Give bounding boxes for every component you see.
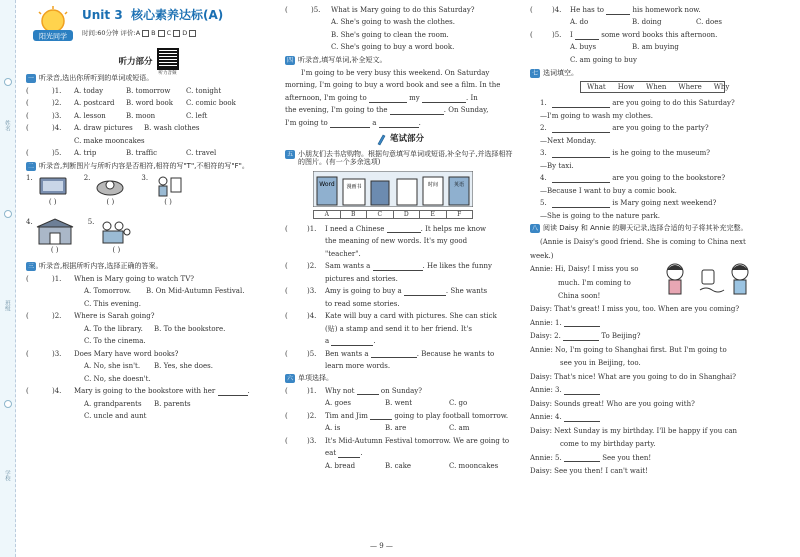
chat-line: Daisy: 2. To Beijing? <box>530 332 641 340</box>
question-text: When is Mary going to watch TV? <box>74 274 195 283</box>
girls-chatting-icon <box>660 260 760 298</box>
section-instruction: 小朋友们去书店购物。根据句意填写单词或短语,补全句子,并选择相符的图片。(有一个多余选项) <box>298 149 513 167</box>
answer-blank[interactable] <box>563 333 599 341</box>
question-text: Where is Sarah going? <box>74 312 155 321</box>
answer-blank[interactable] <box>552 200 610 208</box>
chat-annie-greeting: Annie: Hi, Daisy! I miss you so much. I'm coming to China soon! <box>530 260 792 300</box>
bookshelf-picture <box>313 171 473 219</box>
question-row: 5. is Mary going next weekend? <box>540 199 717 207</box>
question-row: ( )3. A. lesson B. moon C. left <box>26 111 208 120</box>
grade-box[interactable] <box>173 30 180 37</box>
option-a[interactable]: A. goes <box>325 399 351 407</box>
question-row: 4. are you going to the bookstore? <box>540 174 726 182</box>
shelf-label: D <box>394 210 421 219</box>
question-row: ( )5. A. trip B. traffic C. travel <box>26 149 217 158</box>
options-row <box>26 359 271 372</box>
section-7-heading <box>530 69 792 78</box>
passage-line: morning, I'm going to buy a word book and see a film. In the <box>285 81 501 90</box>
option-c[interactable]: C. left <box>186 111 208 120</box>
section-instruction: 阅读 Daisy 和 Annie 的聊天记录,选择合适的句子将其补充完整。 <box>543 224 748 233</box>
column-left <box>26 0 271 545</box>
option-a[interactable]: A. is <box>325 424 341 432</box>
answer-blank[interactable] <box>404 288 446 296</box>
question-continuation: learn more words. <box>325 362 391 370</box>
chat-line: Daisy: That's nice! What are you going to do in Shanghai? <box>530 372 737 381</box>
section-instruction: 听录音,判断图片与所听内容是否相符,相符的写"T",不相符的写"F"。 <box>39 162 249 170</box>
section-badge: 八 <box>531 225 538 233</box>
option-c[interactable]: C. She's going to buy a word book. <box>331 43 455 52</box>
answer-blank[interactable] <box>552 150 610 158</box>
page-number: — 9 — <box>370 542 393 550</box>
word-option: Why <box>713 82 730 91</box>
passage-line: I'm going to a . <box>285 118 421 127</box>
question-row: ( )5. I some word books this afternoon. <box>530 30 718 39</box>
question-row: 3. is he going to the museum? <box>540 149 711 157</box>
word-option: Where <box>678 82 702 91</box>
book-picture-icon <box>36 174 70 198</box>
section-badge: 四 <box>286 57 293 64</box>
chat-intro: (Annie is Daisy's good friend. She is coming to China next <box>540 238 746 246</box>
shelf-label: C <box>367 210 394 219</box>
girl-drawing-picture-icon <box>151 174 185 198</box>
option-a[interactable]: A. do <box>570 18 589 27</box>
shelf-label: F <box>447 210 474 219</box>
answer-row: —She is going to the nature park. <box>540 211 661 220</box>
chat-line: Annie: No, I'm going to Shanghai first. But I'm going to <box>530 345 727 354</box>
question-row: ( )4. Kate will buy a card with pictures. She can stick <box>285 312 497 320</box>
option-a[interactable]: A. postcard <box>74 99 115 108</box>
answer-blank[interactable] <box>552 100 610 108</box>
question-row: ( )1. Why not on Sunday? <box>285 386 423 395</box>
option-a[interactable]: A. draw pictures <box>74 124 133 133</box>
question-row: ( )4. A. draw pictures B. wash clothes <box>26 124 200 133</box>
answer-blank[interactable] <box>564 319 600 327</box>
section-1-heading <box>26 74 271 83</box>
option-b[interactable]: B. are <box>385 424 407 432</box>
question-text: Does Mary have word books? <box>74 349 179 358</box>
answer-blank[interactable] <box>371 350 417 358</box>
question-continuation: (贴) a stamp and send it to her friend. It's <box>325 324 472 333</box>
option-b[interactable]: B. Yes, she does. <box>154 362 213 371</box>
option-a[interactable]: A. No, she isn't. <box>84 362 141 371</box>
question-row: 2. are you going to the party? <box>540 124 709 132</box>
binding-hole <box>4 400 12 408</box>
book-label-word: Word <box>319 181 335 188</box>
option-b[interactable]: B. word book <box>126 99 174 108</box>
option-c[interactable]: C. am <box>449 424 470 432</box>
option-a[interactable]: A. trip <box>74 149 97 158</box>
chat-line: Daisy: Sounds great! Who are you going with? <box>530 399 695 408</box>
sun-logo-icon <box>30 6 76 44</box>
bookstore-picture-icon <box>36 218 74 246</box>
options-row <box>285 395 515 408</box>
section-3-heading <box>26 262 271 271</box>
answer-blank[interactable] <box>564 454 600 462</box>
option-b[interactable]: B. To the bookstore. <box>154 324 226 333</box>
chat-line: Annie: 3. <box>530 381 792 395</box>
unit-label: Unit 3 <box>82 8 123 22</box>
shelf-label: B <box>341 210 368 219</box>
page-title <box>82 8 223 23</box>
title-label: 核心素养达标(A) <box>131 8 224 22</box>
pencil-icon <box>376 134 386 146</box>
chat-line: Annie: 5. See you then! <box>530 453 652 462</box>
answer-blank[interactable] <box>387 225 421 233</box>
options-row <box>530 40 792 53</box>
answer-row: —Next Monday. <box>540 136 597 145</box>
section-2-heading <box>26 162 271 171</box>
option-c[interactable]: C. does <box>696 18 722 27</box>
answer-row: —Because I want to buy a comic book. <box>540 186 677 195</box>
passage-line: I'm going to be very busy this weekend. On Saturday <box>301 68 490 77</box>
option-c[interactable]: C. go <box>449 399 468 407</box>
meta-line <box>82 29 198 37</box>
section-4-heading <box>285 56 515 65</box>
question-text: Mary is going to the bookstore with her <box>74 387 216 396</box>
shelf-label: A <box>313 210 341 219</box>
option-a[interactable]: A. Tomorrow. <box>84 287 131 296</box>
chat-line: see you in Beijing, too. <box>560 359 641 367</box>
section-instruction: 听录音,填写单词,补全短文。 <box>298 56 387 65</box>
option-b[interactable]: B. doing <box>632 18 662 27</box>
bookshelf-icon <box>313 171 473 207</box>
question-continuation: "teacher". <box>325 249 361 258</box>
column-middle <box>285 0 515 545</box>
section-6-heading <box>285 374 515 383</box>
answer-blank[interactable] <box>379 120 419 128</box>
answer-blank[interactable] <box>564 414 600 422</box>
logo-text: 阳光同学 <box>39 32 67 41</box>
word-option: What <box>587 82 606 91</box>
written-title: 笔试部分 <box>389 134 424 145</box>
section-instruction: 单项选择。 <box>298 373 333 382</box>
question-row: ( )1. A. today B. tomorrow C. tonight <box>26 86 222 95</box>
chat-line: come to my birthday party. <box>560 440 656 448</box>
option-b[interactable]: B. am buying <box>632 43 679 52</box>
question-row: ( )1. I need a Chinese . It helps me know <box>285 224 487 233</box>
shelf-labels <box>313 210 473 219</box>
picture-row <box>26 218 271 256</box>
section-badge: 二 <box>27 163 34 170</box>
question-row: ( )3. Does Mary have word books? <box>26 349 179 358</box>
section-badge: 五 <box>286 150 293 158</box>
question-row-extra <box>26 133 271 146</box>
picture-item-2: 2. ( ) <box>84 174 128 207</box>
answer-blank[interactable] <box>422 95 466 103</box>
question-row: ( )3. It's Mid-Autumn Festival tomorrow. We are going to <box>285 436 510 445</box>
question-row: ( )4. He has to his homework now. <box>530 5 701 14</box>
section-badge: 七 <box>531 69 538 77</box>
answer-blank[interactable] <box>564 387 600 395</box>
option-b[interactable]: B. tomorrow <box>126 86 171 95</box>
options-row <box>285 40 515 53</box>
option-c[interactable]: C. travel <box>186 149 217 158</box>
binding-hole <box>4 78 12 86</box>
option-b[interactable]: B. On Mid-Autumn Festival. <box>146 287 245 296</box>
section-8-heading <box>530 224 792 233</box>
chat-line: Daisy: See you then! I can't wait! <box>530 467 648 475</box>
section-badge: 三 <box>27 263 34 270</box>
option-c[interactable]: C. No, she doesn't. <box>84 374 151 383</box>
option-c[interactable]: C. uncle and aunt <box>84 412 147 421</box>
section-5-heading <box>285 150 515 168</box>
chat-line: Daisy: That's great! I miss you, too. When are you coming? <box>530 305 740 313</box>
options-row <box>26 284 271 297</box>
option-b[interactable]: B. wash clothes <box>144 124 200 133</box>
binding-label-class: 班级 <box>3 300 10 311</box>
answer-blank[interactable] <box>575 32 599 40</box>
picture-item-4: 4. ( ) <box>26 218 74 255</box>
option-a[interactable]: A. grandparents <box>84 399 142 408</box>
option-a[interactable]: A. buys <box>570 43 597 52</box>
question-row: ( )2. Tim and Jim going to play football tomorrow. <box>285 411 509 420</box>
word-bank <box>580 81 730 94</box>
option-c[interactable]: C. tonight <box>186 86 222 95</box>
question-row: ( )3. Amy is going to buy a . She wants <box>285 287 488 295</box>
option-a[interactable]: A. lesson <box>74 111 106 120</box>
grade-box[interactable] <box>142 30 149 37</box>
option-c[interactable]: C. This evening. <box>84 299 141 308</box>
section-badge: 一 <box>27 75 34 82</box>
option-c[interactable]: C. mooncakes <box>449 461 499 470</box>
question-row: ( )4. Mary is going to the bookstore with her . <box>26 387 250 396</box>
book-label-time: 时间 <box>427 182 439 188</box>
question-row: ( )2. Where is Sarah going? <box>26 312 155 321</box>
options-row <box>26 321 271 334</box>
chat-line: Daisy: Next Sunday is my birthday. I'll be happy if you can <box>530 426 738 435</box>
grade-box[interactable] <box>189 30 196 37</box>
option-b[interactable]: B. cake <box>385 461 412 470</box>
question-continuation: a . <box>325 337 376 345</box>
answer-blank[interactable] <box>218 388 248 396</box>
picture-item-5: 5. ( ) <box>88 218 136 255</box>
answer-blank[interactable] <box>338 450 360 458</box>
answer-blank[interactable] <box>390 107 444 115</box>
section-instruction: 选词填空。 <box>543 68 578 77</box>
listening-heading <box>26 52 271 76</box>
answer-blank[interactable] <box>370 412 392 420</box>
time-label: 时间:60分钟 评价:A <box>82 29 141 37</box>
answer-blank[interactable] <box>373 263 423 271</box>
question-row: ( )2. A. postcard B. word book C. comic book <box>26 99 236 108</box>
answer-row: —By taxi. <box>540 161 574 170</box>
question-row: ( )1. When is Mary going to watch TV? <box>26 274 195 283</box>
options-row <box>26 371 271 384</box>
option-c[interactable]: C. comic book <box>186 99 236 108</box>
question-text: What is Mary going to do this Saturday? <box>331 5 475 14</box>
option-a[interactable]: A. bread <box>325 461 356 470</box>
option-c[interactable]: C. am going to buy <box>570 55 637 64</box>
question-row: ( )5. Ben wants a . Because he wants to <box>285 349 495 358</box>
question-continuation: to read some stories. <box>325 299 400 308</box>
grade-box[interactable] <box>158 30 165 37</box>
chat-log <box>530 233 792 476</box>
picture-row <box>26 174 271 212</box>
word-option: When <box>646 82 667 91</box>
section-instruction: 听录音,选出你所听到的单词或短语。 <box>39 74 154 83</box>
answer-blank[interactable] <box>552 175 610 183</box>
options-row <box>285 458 515 471</box>
option-c[interactable]: C. make mooncakes <box>74 136 145 145</box>
question-row: ( )5. What is Mary going to do this Saturday? <box>285 5 475 14</box>
option-a[interactable]: A. To the library. <box>84 324 143 333</box>
answer-row: —I'm going to wash my clothes. <box>540 111 653 120</box>
grade-b: B <box>151 29 156 37</box>
question-row: ( )2. Sam wants a . He likes the funny <box>285 262 492 270</box>
options-row <box>530 15 792 28</box>
book-label-comic: 漫画书 <box>346 184 362 190</box>
options-row <box>26 396 271 409</box>
binding-margin <box>0 0 16 557</box>
written-heading <box>285 132 515 148</box>
options-row <box>285 27 515 40</box>
question-continuation: pictures and stories. <box>325 274 398 283</box>
option-b[interactable]: B. went <box>385 399 413 407</box>
chat-intro: week.) <box>530 251 554 260</box>
options-row <box>26 409 271 422</box>
question-row: 1. are you going to do this Saturday? <box>540 99 735 107</box>
passage-line: the evening, I'm going to the . On Sunday, <box>285 106 489 115</box>
word-option: How <box>617 82 635 91</box>
answer-blank[interactable] <box>552 125 610 133</box>
family-picture-icon <box>97 218 135 246</box>
grade-d: D <box>182 29 188 37</box>
section-badge: 六 <box>286 374 293 382</box>
option-b[interactable]: B. She's going to clean the room. <box>331 30 449 39</box>
mooncake-picture-icon <box>93 174 127 198</box>
listening-title: 听力部分 <box>118 56 153 67</box>
title-block <box>26 0 271 52</box>
options-row <box>26 296 271 309</box>
chat-line: Annie: 4. <box>530 408 792 422</box>
column-right <box>530 0 792 545</box>
section-instruction: 听录音,根据所听内容,选择正确的答案。 <box>39 262 163 271</box>
option-a[interactable]: A. today <box>74 86 104 95</box>
passage-line: afternoon, I'm going to my . In <box>285 93 478 102</box>
picture-item-3: 3. ( ) <box>141 174 185 207</box>
option-b[interactable]: B. parents <box>154 399 191 408</box>
binding-label-name: 姓名 <box>3 120 10 131</box>
options-row <box>285 420 515 433</box>
options-row <box>285 15 515 28</box>
question-continuation: the meaning of new words. It's my good <box>325 237 468 245</box>
option-a[interactable]: A. She's going to wash the clothes. <box>331 18 455 27</box>
options-row <box>530 52 792 65</box>
option-c[interactable]: C. To the cinema. <box>84 337 146 346</box>
question-continuation: eat . <box>325 449 363 457</box>
answer-blank[interactable] <box>331 338 373 346</box>
option-b[interactable]: B. moon <box>126 111 156 120</box>
grade-c: C <box>166 29 172 37</box>
shelf-label: E <box>420 210 447 219</box>
option-b[interactable]: B. traffic <box>126 149 158 158</box>
qr-caption: 听力音频 <box>158 70 177 76</box>
chat-line: Annie: 1. <box>530 314 792 328</box>
picture-item-1: 1. ( ) <box>26 174 70 207</box>
answer-blank[interactable] <box>606 7 630 15</box>
answer-blank[interactable] <box>330 120 370 128</box>
options-row <box>26 334 271 347</box>
binding-label-school: 学校 <box>3 470 10 481</box>
binding-hole <box>4 210 12 218</box>
answer-blank[interactable] <box>357 387 379 395</box>
answer-blank[interactable] <box>369 95 407 103</box>
book-label-english: 英语 <box>453 182 465 188</box>
